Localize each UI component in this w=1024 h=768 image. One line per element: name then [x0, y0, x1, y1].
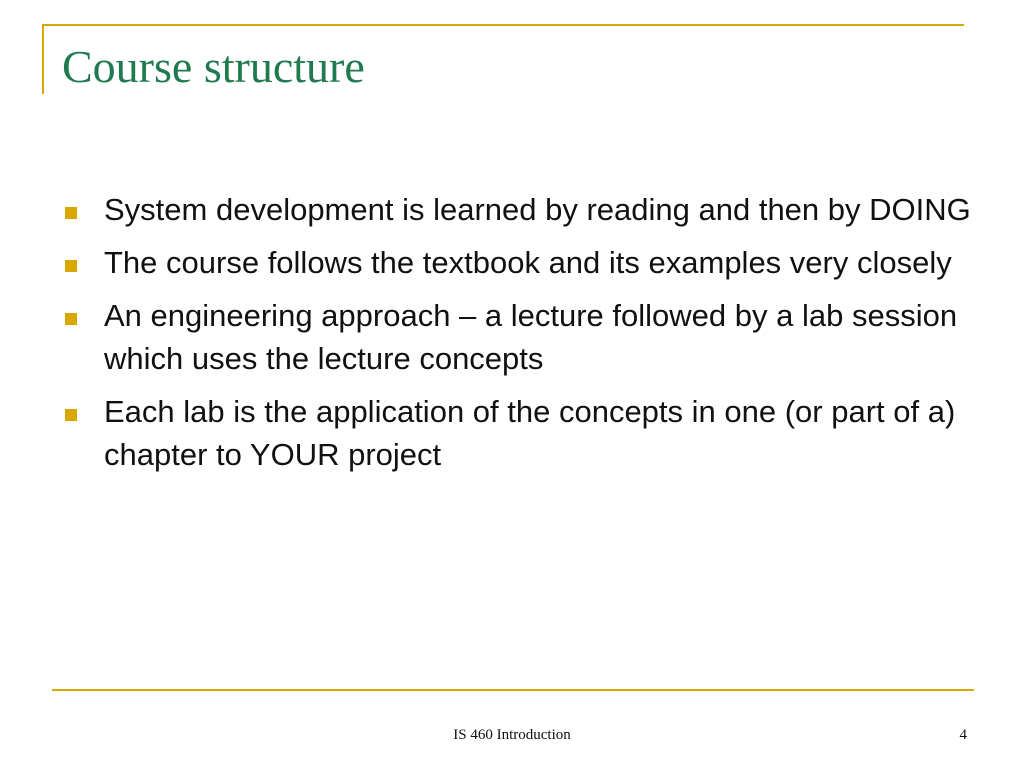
slide-title: Course structure	[62, 41, 365, 92]
bullet-item	[62, 188, 972, 231]
bullet-list	[62, 188, 972, 486]
square-bullet-icon	[65, 409, 77, 421]
square-bullet-icon	[65, 260, 77, 272]
bullet-item	[62, 294, 972, 380]
bullet-text: Each lab is the application of the concepts in one (or part of a) chapter to YOUR project	[104, 394, 956, 472]
square-bullet-icon	[65, 207, 77, 219]
bullet-text: System development is learned by reading and then by DOING	[104, 192, 971, 227]
bullet-item	[62, 241, 972, 284]
footer-label: IS 460 Introduction	[453, 727, 571, 743]
title-frame-left-line	[42, 24, 44, 94]
page-number: 4	[959, 727, 967, 743]
footer-divider	[52, 689, 974, 691]
title-frame-top-line	[42, 24, 964, 26]
bullet-text: The course follows the textbook and its examples very closely	[104, 245, 952, 280]
square-bullet-icon	[65, 313, 77, 325]
bullet-item	[62, 390, 972, 476]
bullet-text: An engineering approach – a lecture followed by a lab session which uses the lecture concepts	[104, 298, 958, 376]
